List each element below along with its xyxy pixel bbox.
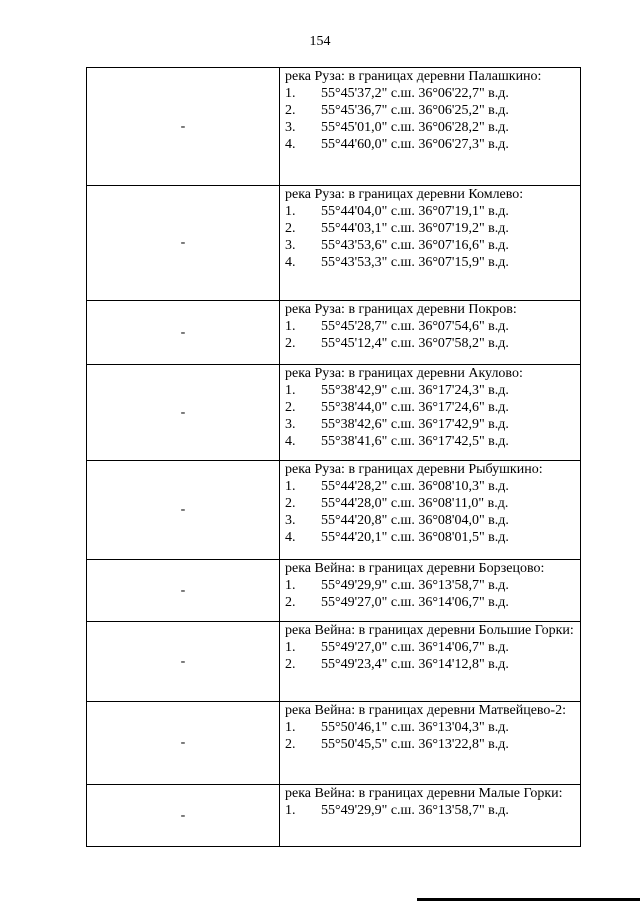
point-number: 3. (285, 417, 296, 432)
coordinate-point (285, 639, 578, 656)
coordinate-point (285, 318, 578, 335)
dash-cell: - (87, 702, 280, 785)
coordinate-point (285, 136, 578, 153)
table-row (87, 186, 581, 301)
point-number: 1. (285, 578, 296, 593)
point-number: 1. (285, 803, 296, 818)
point-number: 1. (285, 204, 296, 219)
text-cell (280, 785, 581, 847)
coordinate-point (285, 399, 578, 416)
point-coordinates: 55°44'60,0" с.ш. 36°06'27,3" в.д. (321, 137, 509, 152)
point-coordinates: 55°45'37,2" с.ш. 36°06'22,7" в.д. (321, 86, 509, 101)
point-number: 2. (285, 221, 296, 236)
point-number: 3. (285, 513, 296, 528)
coordinates-table (86, 67, 581, 847)
point-number: 3. (285, 120, 296, 135)
point-coordinates: 55°43'53,6" с.ш. 36°07'16,6" в.д. (321, 238, 509, 253)
table-row (87, 365, 581, 461)
coordinate-point (285, 478, 578, 495)
dash-cell: - (87, 461, 280, 560)
coordinate-point (285, 220, 578, 237)
point-number: 2. (285, 103, 296, 118)
section-title: река Руза: в границах деревни Палашкино: (285, 69, 542, 84)
dash-cell: - (87, 560, 280, 622)
coordinate-point (285, 577, 578, 594)
table-row (87, 301, 581, 365)
text-cell (280, 68, 581, 186)
point-coordinates: 55°38'41,6" с.ш. 36°17'42,5" в.д. (321, 434, 509, 449)
point-number: 4. (285, 434, 296, 449)
coordinate-point (285, 203, 578, 220)
point-number: 2. (285, 595, 296, 610)
section-title: река Руза: в границах деревни Акулово: (285, 366, 523, 381)
point-number: 2. (285, 496, 296, 511)
point-coordinates: 55°45'12,4" с.ш. 36°07'58,2" в.д. (321, 336, 509, 351)
point-coordinates: 55°49'29,9" с.ш. 36°13'58,7" в.д. (321, 803, 509, 818)
point-coordinates: 55°44'04,0" с.ш. 36°07'19,1" в.д. (321, 204, 509, 219)
point-coordinates: 55°44'28,2" с.ш. 36°08'10,3" в.д. (321, 479, 509, 494)
section-title: река Вейна: в границах деревни Матвейцево-2: (285, 703, 566, 718)
coordinates-table-body (87, 68, 581, 847)
dash-cell: - (87, 785, 280, 847)
point-coordinates: 55°44'20,1" с.ш. 36°08'01,5" в.д. (321, 530, 509, 545)
coordinate-point (285, 594, 578, 611)
table-row (87, 785, 581, 847)
coordinate-point (285, 119, 578, 136)
point-coordinates: 55°50'46,1" с.ш. 36°13'04,3" в.д. (321, 720, 509, 735)
point-coordinates: 55°44'20,8" с.ш. 36°08'04,0" в.д. (321, 513, 509, 528)
section-title: река Вейна: в границах деревни Борзецово: (285, 561, 545, 576)
coordinate-point (285, 237, 578, 254)
point-coordinates: 55°38'44,0" с.ш. 36°17'24,6" в.д. (321, 400, 509, 415)
point-number: 1. (285, 640, 296, 655)
point-number: 2. (285, 657, 296, 672)
point-number: 4. (285, 255, 296, 270)
coordinate-point (285, 529, 578, 546)
section-title: река Руза: в границах деревни Покров: (285, 302, 517, 317)
coordinate-point (285, 802, 578, 819)
point-number: 3. (285, 238, 296, 253)
point-coordinates: 55°45'28,7" с.ш. 36°07'54,6" в.д. (321, 319, 509, 334)
coordinate-point (285, 335, 578, 352)
section-title: река Вейна: в границах деревни Большие Горки: (285, 623, 574, 638)
dash-cell: - (87, 68, 280, 186)
table-row (87, 622, 581, 702)
point-number: 1. (285, 319, 296, 334)
dash-cell: - (87, 301, 280, 365)
point-coordinates: 55°44'28,0" с.ш. 36°08'11,0" в.д. (321, 496, 509, 511)
point-number: 4. (285, 530, 296, 545)
coordinate-point (285, 382, 578, 399)
point-number: 2. (285, 737, 296, 752)
table-row (87, 461, 581, 560)
coordinate-point (285, 495, 578, 512)
coordinate-point (285, 736, 578, 753)
text-cell (280, 186, 581, 301)
coordinate-point (285, 719, 578, 736)
section-title: река Руза: в границах деревни Рыбушкино: (285, 462, 543, 477)
text-cell (280, 461, 581, 560)
text-cell (280, 702, 581, 785)
coordinate-point (285, 433, 578, 450)
coordinate-point (285, 656, 578, 673)
text-cell (280, 301, 581, 365)
point-coordinates: 55°49'23,4" с.ш. 36°14'12,8" в.д. (321, 657, 509, 672)
coordinate-point (285, 416, 578, 433)
dash-cell: - (87, 365, 280, 461)
dash-cell: - (87, 186, 280, 301)
point-coordinates: 55°45'01,0" с.ш. 36°06'28,2" в.д. (321, 120, 509, 135)
page-number: 154 (309, 34, 331, 49)
point-coordinates: 55°45'36,7" с.ш. 36°06'25,2" в.д. (321, 103, 509, 118)
table-row (87, 560, 581, 622)
point-number: 1. (285, 479, 296, 494)
section-title: река Вейна: в границах деревни Малые Горки: (285, 786, 563, 801)
point-coordinates: 55°50'45,5" с.ш. 36°13'22,8" в.д. (321, 737, 509, 752)
point-number: 2. (285, 336, 296, 351)
text-cell (280, 622, 581, 702)
dash-cell: - (87, 622, 280, 702)
point-coordinates: 55°38'42,6" с.ш. 36°17'42,9" в.д. (321, 417, 509, 432)
point-coordinates: 55°38'42,9" с.ш. 36°17'24,3" в.д. (321, 383, 509, 398)
point-coordinates: 55°49'29,9" с.ш. 36°13'58,7" в.д. (321, 578, 509, 593)
point-number: 4. (285, 137, 296, 152)
point-number: 2. (285, 400, 296, 415)
point-number: 1. (285, 720, 296, 735)
point-number: 1. (285, 86, 296, 101)
point-coordinates: 55°43'53,3" с.ш. 36°07'15,9" в.д. (321, 255, 509, 270)
coordinate-point (285, 512, 578, 529)
point-coordinates: 55°44'03,1" с.ш. 36°07'19,2" в.д. (321, 221, 509, 236)
table-row (87, 68, 581, 186)
point-coordinates: 55°49'27,0" с.ш. 36°14'06,7" в.д. (321, 640, 509, 655)
table-row (87, 702, 581, 785)
section-title: река Руза: в границах деревни Комлево: (285, 187, 524, 202)
bottom-edge-line (417, 898, 640, 901)
coordinate-point (285, 102, 578, 119)
point-coordinates: 55°49'27,0" с.ш. 36°14'06,7" в.д. (321, 595, 509, 610)
coordinate-point (285, 85, 578, 102)
coordinate-point (285, 254, 578, 271)
text-cell (280, 560, 581, 622)
point-number: 1. (285, 383, 296, 398)
text-cell (280, 365, 581, 461)
